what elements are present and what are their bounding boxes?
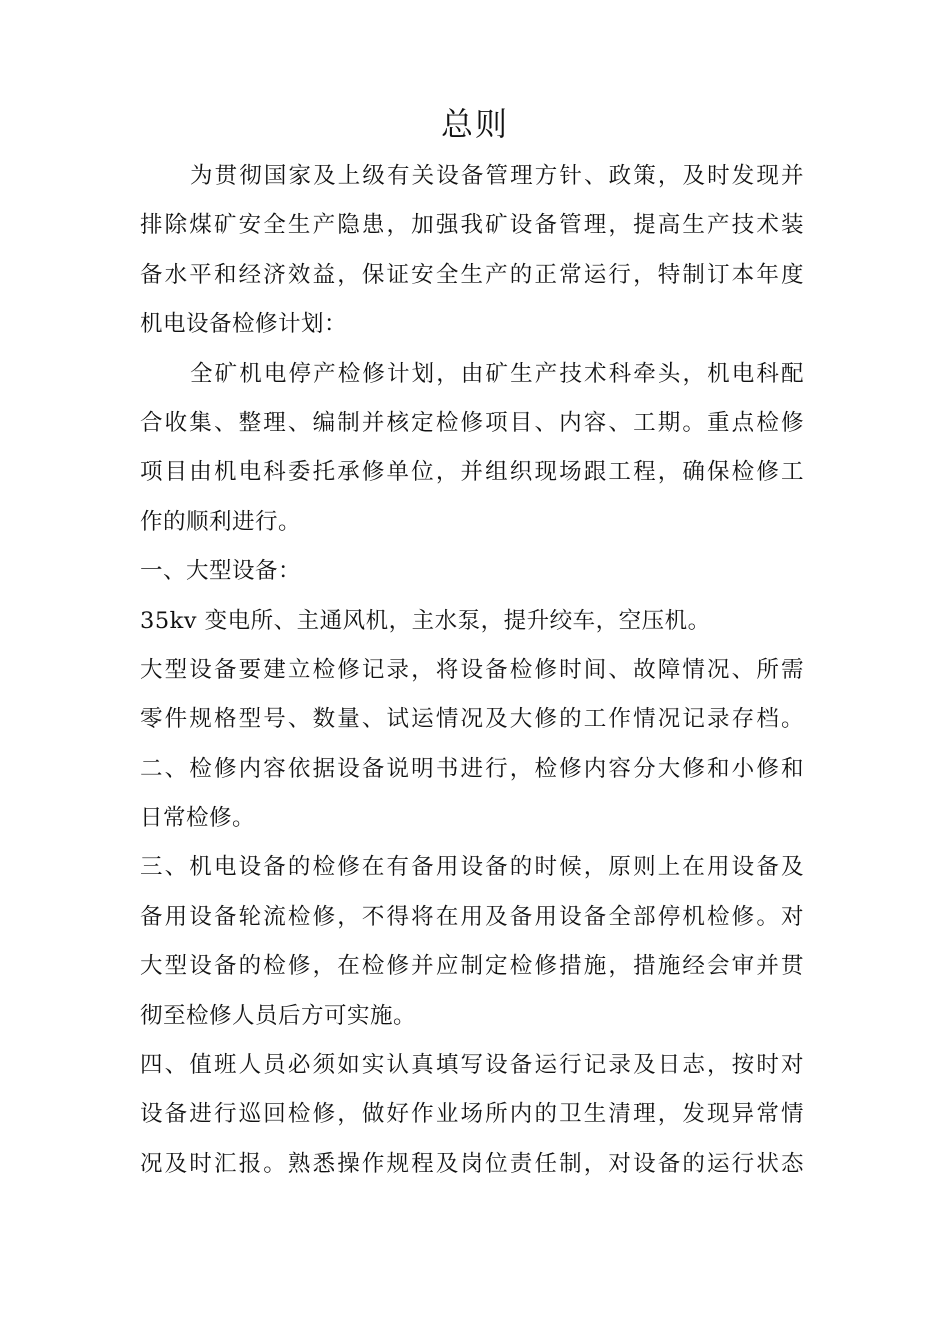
text-line xyxy=(140,448,804,497)
text-line xyxy=(140,794,804,843)
line-text: 备水平和经济效益，保证安全生产的正常运行，特制订本年度 xyxy=(140,261,804,288)
text-line xyxy=(140,695,804,744)
line-text: 全矿机电停产检修计划，由矿生产技术科牵头，机电科配 xyxy=(190,360,804,387)
line-text: 设备进行巡回检修，做好作业场所内的卫生清理，发现异常情 xyxy=(140,1101,804,1128)
line-text: 况及时汇报。熟悉操作规程及岗位责任制，对设备的运行状态 xyxy=(140,1150,804,1177)
line-text: 为贯彻国家及上级有关设备管理方针、政策，及时发现并 xyxy=(190,163,804,189)
line-text: 彻至检修人员后方可实施。 xyxy=(140,1002,417,1029)
line-text: 排除煤矿安全生产隐患，加强我矿设备管理，提高生产技术装 xyxy=(140,212,804,239)
text-line xyxy=(140,300,804,349)
text-line xyxy=(140,646,804,695)
text-line xyxy=(140,1090,804,1139)
line-text: 一、大型设备： xyxy=(140,558,302,585)
text-line xyxy=(140,745,804,794)
text-line xyxy=(140,942,804,991)
line-text: 备用设备轮流检修，不得将在用及备用设备全部停机检修。对 xyxy=(140,903,804,930)
text-line xyxy=(140,547,804,596)
text-line xyxy=(140,1140,804,1189)
line-text: 零件规格型号、数量、试运情况及大修的工作情况记录存档。 xyxy=(140,706,804,733)
text-line xyxy=(140,992,804,1041)
text-line xyxy=(140,201,804,250)
line-text: 三、机电设备的检修在有备用设备的时候，原则上在用设备及 xyxy=(140,854,804,881)
text-line xyxy=(140,597,804,646)
line-text: 日常检修。 xyxy=(140,805,256,832)
line-text: 四、值班人员必须如实认真填写设备运行记录及日志，按时对 xyxy=(140,1052,804,1079)
line-text: 二、检修内容依据设备说明书进行，检修内容分大修和小修和 xyxy=(140,755,804,782)
line-text: 机电设备检修计划： xyxy=(140,311,348,338)
line-text: 大型设备的检修，在检修并应制定检修措施，措施经会审并贯 xyxy=(140,953,804,980)
text-line xyxy=(140,152,804,201)
text-line xyxy=(140,350,804,399)
page-title: 总则 xyxy=(440,105,509,143)
text-line xyxy=(140,843,804,892)
line-text: 作的顺利进行。 xyxy=(140,508,302,535)
text-line xyxy=(140,893,804,942)
text-line xyxy=(140,1041,804,1090)
text-line xyxy=(140,399,804,448)
line-text: 合收集、整理、编制并核定检修项目、内容、工期。重点检修 xyxy=(140,409,804,436)
text-line xyxy=(140,498,804,547)
text-line xyxy=(140,251,804,300)
document-body xyxy=(140,152,804,1189)
line-text: 大型设备要建立检修记录，将设备检修时间、故障情况、所需 xyxy=(140,656,804,683)
line-text: 35kv 变电所、主通风机，主水泵，提升绞车，空压机。 xyxy=(140,607,711,634)
line-text: 项目由机电科委托承修单位，并组织现场跟工程，确保检修工 xyxy=(140,459,804,486)
